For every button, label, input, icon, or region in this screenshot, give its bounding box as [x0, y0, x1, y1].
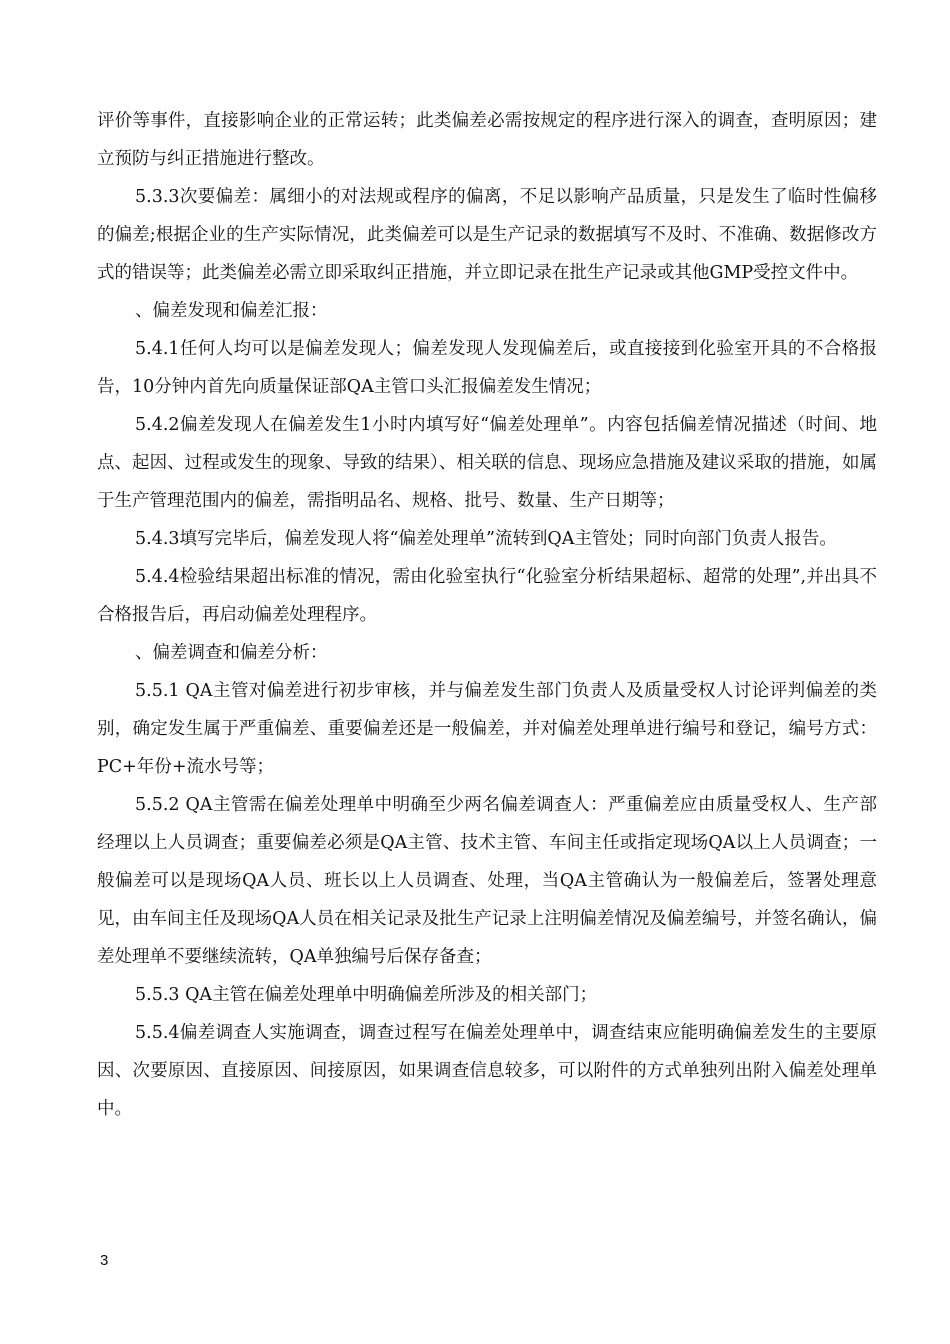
document-body [97, 102, 877, 1128]
paragraph-5-3-3: 5.3.3次要偏差：属细小的对法规或程序的偏离，不足以影响产品质量，只是发生了临时性偏移的偏差;根据企业的生产实际情况，此类偏差可以是生产记录的数据填写不及时、不准确、数据修改方式的错误等；此类偏差必需立即采取纠正措施，并立即记录在批生产记录或其他GMP受控文件中。 [97, 187, 877, 283]
paragraph-5-4-3: 5.4.3填写完毕后，偏差发现人将“偏差处理单”流转到QA主管处；同时向部门负责人报告。 [135, 529, 837, 549]
paragraph-5-4-4: 5.4.4检验结果超出标准的情况，需由化验室执行“化验室分析结果超标、超常的处理”,并出具不合格报告后，再启动偏差处理程序。 [97, 567, 877, 625]
page-number: 3 [100, 1252, 109, 1269]
paragraph-5-4-1: 5.4.1任何人均可以是偏差发现人；偏差发现人发现偏差后，或直接接到化验室开具的不合格报告，10分钟内首先向质量保证部QA主管口头汇报偏差发生情况； [97, 339, 877, 397]
paragraph-5-4-2: 5.4.2偏差发现人在偏差发生1小时内填写好“偏差处理单”。内容包括偏差情况描述（时间、地点、起因、过程或发生的现象、导致的结果）、相关联的信息、现场应急措施及建议采取的措施，如属于生产管理范围内的偏差，需指明品名、规格、批号、数量、生产日期等； [97, 415, 877, 511]
paragraph-1: 评价等事件，直接影响企业的正常运转；此类偏差必需按规定的程序进行深入的调查，查明原因；建立预防与纠正措施进行整改。 [97, 111, 877, 169]
paragraph-5-5-4: 5.5.4偏差调查人实施调查，调查过程写在偏差处理单中，调查结束应能明确偏差发生的主要原因、次要原因、直接原因、间接原因，如果调查信息较多，可以附件的方式单独列出附入偏差处理单中。 [97, 1023, 877, 1119]
section-heading-deviation-reporting: 、偏差发现和偏差汇报： [135, 301, 328, 321]
section-heading-deviation-investigation: 、偏差调查和偏差分析： [135, 643, 328, 663]
paragraph-5-5-2: 5.5.2 QA主管需在偏差处理单中明确至少两名偏差调查人：严重偏差应由质量受权人、生产部经理以上人员调查；重要偏差必须是QA主管、技术主管、车间主任或指定现场QA以上人员调查；一般偏差可以是现场QA人员、班长以上人员调查、处理，当QA主管确认为一般偏差后，签署处理意见，由车间主任及现场QA人员在相关记录及批生产记录上注明偏差情况及偏差编号，并签名确认，偏差处理单不要继续流转，QA单独编号后保存备查； [97, 795, 877, 967]
paragraph-5-5-1: 5.5.1 QA主管对偏差进行初步审核，并与偏差发生部门负责人及质量受权人讨论评判偏差的类别，确定发生属于严重偏差、重要偏差还是一般偏差，并对偏差处理单进行编号和登记，编号方式：PC+年份+流水号等； [97, 681, 877, 777]
paragraph-5-5-3: 5.5.3 QA主管在偏差处理单中明确偏差所涉及的相关部门； [135, 985, 598, 1005]
